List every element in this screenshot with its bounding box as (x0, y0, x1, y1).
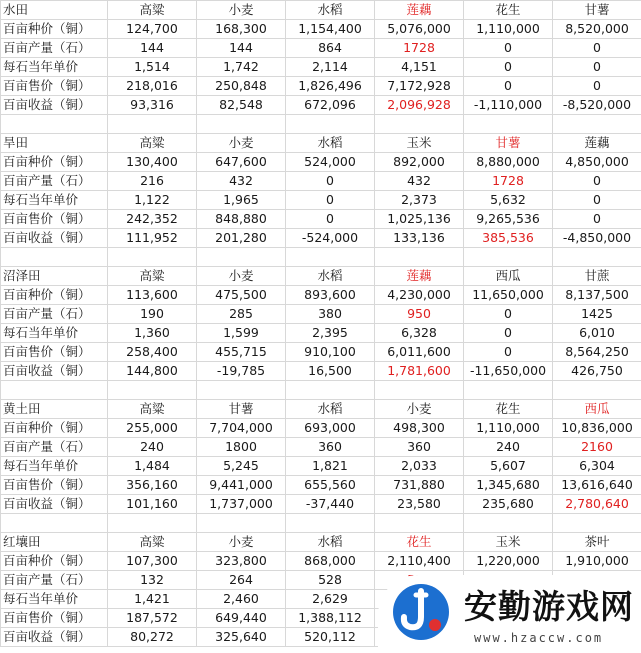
value-cell[interactable]: 255,000 (108, 419, 197, 438)
value-cell[interactable]: 6,010 (553, 324, 641, 343)
table-row (1, 419, 641, 438)
empty-cell[interactable] (464, 381, 553, 400)
value-cell[interactable]: 235,680 (464, 495, 553, 514)
value-cell[interactable]: 0 (286, 172, 375, 191)
row-label-cell[interactable]: 百亩种价（铜） (1, 153, 108, 172)
value-cell[interactable]: 1,360 (108, 324, 197, 343)
value-cell[interactable]: 216 (108, 172, 197, 191)
empty-cell[interactable] (286, 381, 375, 400)
field-name-cell[interactable]: 水田 (1, 1, 108, 20)
value-cell[interactable]: 2,114 (286, 58, 375, 77)
table-row (1, 343, 641, 362)
value-cell[interactable]: 6,304 (553, 457, 641, 476)
value-cell[interactable]: 10,836,000 (553, 419, 641, 438)
section-header-row (1, 400, 641, 419)
value-cell[interactable]: 5,076,000 (375, 20, 464, 39)
value-cell[interactable]: 1800 (197, 438, 286, 457)
empty-cell[interactable] (108, 381, 197, 400)
value-cell[interactable]: -1,110,000 (464, 96, 553, 115)
row-label-cell[interactable]: 百亩售价（铜） (1, 476, 108, 495)
value-cell[interactable]: 13,616,640 (553, 476, 641, 495)
field-name-cell[interactable]: 红壤田 (1, 533, 108, 552)
value-cell[interactable]: 1,122 (108, 191, 197, 210)
value-cell[interactable]: 360 (286, 438, 375, 457)
value-cell[interactable]: 2,110,400 (375, 552, 464, 571)
value-cell[interactable]: 848,880 (197, 210, 286, 229)
crop-header-cell[interactable]: 玉米 (464, 533, 553, 552)
empty-cell[interactable] (286, 514, 375, 533)
value-cell[interactable]: 111,952 (108, 229, 197, 248)
crop-header-cell[interactable]: 高粱 (108, 400, 197, 419)
crop-header-cell[interactable]: 甘薯 (553, 1, 641, 20)
crop-header-cell[interactable]: 水稻 (286, 134, 375, 153)
value-cell[interactable]: 528 (286, 571, 375, 590)
value-cell[interactable]: 1728 (464, 172, 553, 191)
value-cell[interactable]: 23,580 (375, 495, 464, 514)
empty-cell[interactable] (1, 248, 108, 267)
value-cell[interactable]: 325,640 (197, 628, 286, 647)
value-cell[interactable]: 0 (553, 172, 641, 191)
value-cell[interactable]: 0 (464, 39, 553, 58)
value-cell[interactable]: 11,650,000 (464, 286, 553, 305)
blank-row (1, 115, 641, 134)
value-cell[interactable]: 1,737,000 (197, 495, 286, 514)
empty-cell[interactable] (108, 115, 197, 134)
value-cell[interactable]: 9,265,536 (464, 210, 553, 229)
row-label-cell[interactable]: 每石当年单价 (1, 191, 108, 210)
value-cell[interactable]: 8,137,500 (553, 286, 641, 305)
value-cell[interactable]: 672,096 (286, 96, 375, 115)
value-cell[interactable]: 8,564,250 (553, 343, 641, 362)
value-cell[interactable]: 5,632 (464, 191, 553, 210)
value-cell[interactable]: 4,151 (375, 58, 464, 77)
row-label-cell[interactable]: 百亩收益（铜） (1, 229, 108, 248)
empty-cell[interactable] (108, 248, 197, 267)
table-row (1, 229, 641, 248)
value-cell[interactable]: 4,230,000 (375, 286, 464, 305)
empty-cell[interactable] (553, 248, 641, 267)
value-cell[interactable]: 0 (553, 77, 641, 96)
value-cell[interactable]: 144 (108, 39, 197, 58)
row-label-cell[interactable]: 百亩产量（石） (1, 39, 108, 58)
empty-cell[interactable] (197, 115, 286, 134)
watermark (378, 575, 641, 653)
value-cell[interactable]: 385,536 (464, 229, 553, 248)
crop-header-cell[interactable]: 甘薯 (464, 134, 553, 153)
value-cell[interactable]: 0 (553, 191, 641, 210)
table-row (1, 191, 641, 210)
value-cell[interactable]: 0 (553, 58, 641, 77)
row-label-cell[interactable]: 百亩种价（铜） (1, 20, 108, 39)
value-cell[interactable]: 0 (464, 324, 553, 343)
row-label-cell[interactable]: 百亩售价（铜） (1, 77, 108, 96)
value-cell[interactable]: 8,880,000 (464, 153, 553, 172)
value-cell[interactable]: 2,395 (286, 324, 375, 343)
crop-header-cell[interactable]: 甘薯 (197, 400, 286, 419)
row-label-cell[interactable]: 百亩产量（石） (1, 172, 108, 191)
row-label-cell[interactable]: 百亩产量（石） (1, 305, 108, 324)
value-cell[interactable]: 432 (197, 172, 286, 191)
value-cell[interactable]: 9,441,000 (197, 476, 286, 495)
value-cell[interactable]: 1,781,600 (375, 362, 464, 381)
row-label-cell[interactable]: 百亩种价（铜） (1, 552, 108, 571)
value-cell[interactable]: 258,400 (108, 343, 197, 362)
table-row (1, 286, 641, 305)
crop-header-cell[interactable]: 高粱 (108, 1, 197, 20)
value-cell[interactable]: 893,600 (286, 286, 375, 305)
crop-header-cell[interactable]: 高粱 (108, 134, 197, 153)
crop-header-cell[interactable]: 小麦 (197, 1, 286, 20)
value-cell[interactable]: 0 (553, 39, 641, 58)
crop-header-cell[interactable]: 水稻 (286, 267, 375, 286)
value-cell[interactable]: 0 (464, 343, 553, 362)
value-cell[interactable]: 218,016 (108, 77, 197, 96)
value-cell[interactable]: 649,440 (197, 609, 286, 628)
row-label-cell[interactable]: 百亩售价（铜） (1, 210, 108, 229)
value-cell[interactable]: 0 (464, 77, 553, 96)
value-cell[interactable]: 1,025,136 (375, 210, 464, 229)
value-cell[interactable]: 168,300 (197, 20, 286, 39)
value-cell[interactable]: 868,000 (286, 552, 375, 571)
table-row (1, 438, 641, 457)
value-cell[interactable]: -11,650,000 (464, 362, 553, 381)
empty-cell[interactable] (375, 514, 464, 533)
value-cell[interactable]: 6,328 (375, 324, 464, 343)
empty-cell[interactable] (553, 115, 641, 134)
empty-cell[interactable] (553, 381, 641, 400)
fishhook-logo-icon (390, 581, 452, 643)
value-cell[interactable]: 1,421 (108, 590, 197, 609)
value-cell[interactable]: 524,000 (286, 153, 375, 172)
watermark-title: 安勤游戏网 (464, 587, 634, 626)
table-row (1, 476, 641, 495)
value-cell[interactable]: 475,500 (197, 286, 286, 305)
value-cell[interactable]: 892,000 (375, 153, 464, 172)
empty-cell[interactable] (464, 514, 553, 533)
value-cell[interactable]: 2,373 (375, 191, 464, 210)
value-cell[interactable]: 1,154,400 (286, 20, 375, 39)
empty-cell[interactable] (286, 115, 375, 134)
value-cell[interactable]: 101,160 (108, 495, 197, 514)
table-row (1, 457, 641, 476)
empty-cell[interactable] (197, 248, 286, 267)
crop-header-cell[interactable]: 水稻 (286, 400, 375, 419)
table-row (1, 58, 641, 77)
value-cell[interactable]: 1728 (375, 39, 464, 58)
value-cell[interactable]: 0 (464, 58, 553, 77)
value-cell[interactable]: 360 (375, 438, 464, 457)
empty-cell[interactable] (553, 514, 641, 533)
crop-header-cell[interactable]: 花生 (464, 400, 553, 419)
value-cell[interactable]: 2,096,928 (375, 96, 464, 115)
value-cell[interactable]: 1,826,496 (286, 77, 375, 96)
value-cell[interactable]: 2,780,640 (553, 495, 641, 514)
row-label-cell[interactable]: 每石当年单价 (1, 590, 108, 609)
value-cell[interactable]: 1,910,000 (553, 552, 641, 571)
value-cell[interactable]: -524,000 (286, 229, 375, 248)
value-cell[interactable]: 647,600 (197, 153, 286, 172)
empty-cell[interactable] (1, 115, 108, 134)
value-cell[interactable]: 113,600 (108, 286, 197, 305)
empty-cell[interactable] (197, 514, 286, 533)
crop-header-cell[interactable]: 莲藕 (375, 267, 464, 286)
value-cell[interactable]: 285 (197, 305, 286, 324)
empty-cell[interactable] (464, 248, 553, 267)
value-cell[interactable]: 498,300 (375, 419, 464, 438)
crop-header-cell[interactable]: 莲藕 (375, 1, 464, 20)
value-cell[interactable]: 82,548 (197, 96, 286, 115)
crop-header-cell[interactable]: 水稻 (286, 1, 375, 20)
row-label-cell[interactable]: 百亩种价（铜） (1, 419, 108, 438)
value-cell[interactable]: 1,742 (197, 58, 286, 77)
value-cell[interactable]: 190 (108, 305, 197, 324)
watermark-url: www.hzaccw.com (474, 631, 604, 645)
value-cell[interactable]: 1,599 (197, 324, 286, 343)
crop-header-cell[interactable]: 水稻 (286, 533, 375, 552)
row-label-cell[interactable]: 百亩产量（石） (1, 571, 108, 590)
crop-header-cell[interactable]: 甘蔗 (553, 267, 641, 286)
value-cell[interactable]: 655,560 (286, 476, 375, 495)
section-header-row (1, 533, 641, 552)
value-cell[interactable]: 864 (286, 39, 375, 58)
crop-header-cell[interactable]: 茶叶 (553, 533, 641, 552)
value-cell[interactable]: 356,160 (108, 476, 197, 495)
value-cell[interactable]: 2,033 (375, 457, 464, 476)
value-cell[interactable]: 1,965 (197, 191, 286, 210)
value-cell[interactable]: 1,110,000 (464, 419, 553, 438)
row-label-cell[interactable]: 百亩收益（铜） (1, 628, 108, 647)
crop-header-cell[interactable]: 小麦 (197, 134, 286, 153)
blank-row (1, 381, 641, 400)
value-cell[interactable]: 0 (553, 210, 641, 229)
value-cell[interactable]: 1,110,000 (464, 20, 553, 39)
value-cell[interactable]: 240 (108, 438, 197, 457)
crop-header-cell[interactable]: 小麦 (197, 267, 286, 286)
value-cell[interactable]: 144,800 (108, 362, 197, 381)
table-row (1, 552, 641, 571)
value-cell[interactable]: 130,400 (108, 153, 197, 172)
value-cell[interactable]: 132 (108, 571, 197, 590)
row-label-cell[interactable]: 每石当年单价 (1, 457, 108, 476)
value-cell[interactable]: -4,850,000 (553, 229, 641, 248)
value-cell[interactable]: 1425 (553, 305, 641, 324)
field-name-cell[interactable]: 旱田 (1, 134, 108, 153)
empty-cell[interactable] (375, 381, 464, 400)
crop-header-cell[interactable]: 高粱 (108, 267, 197, 286)
value-cell[interactable]: 455,715 (197, 343, 286, 362)
empty-cell[interactable] (375, 115, 464, 134)
table-row (1, 96, 641, 115)
table-row (1, 324, 641, 343)
empty-cell[interactable] (108, 514, 197, 533)
value-cell[interactable]: 5,245 (197, 457, 286, 476)
value-cell[interactable]: 8,520,000 (553, 20, 641, 39)
value-cell[interactable]: 432 (375, 172, 464, 191)
value-cell[interactable]: -19,785 (197, 362, 286, 381)
value-cell[interactable]: 426,750 (553, 362, 641, 381)
value-cell[interactable]: 124,700 (108, 20, 197, 39)
value-cell[interactable]: 323,800 (197, 552, 286, 571)
value-cell[interactable]: 0 (464, 305, 553, 324)
blank-row (1, 248, 641, 267)
empty-cell[interactable] (1, 514, 108, 533)
crop-header-cell[interactable]: 小麦 (375, 400, 464, 419)
value-cell[interactable]: 133,136 (375, 229, 464, 248)
crop-header-cell[interactable]: 玉米 (375, 134, 464, 153)
row-label-cell[interactable]: 百亩产量（石） (1, 438, 108, 457)
value-cell[interactable]: 2,460 (197, 590, 286, 609)
value-cell[interactable]: 7,172,928 (375, 77, 464, 96)
section-header-row (1, 134, 641, 153)
value-cell[interactable]: 201,280 (197, 229, 286, 248)
value-cell[interactable]: 0 (286, 210, 375, 229)
table-row (1, 495, 641, 514)
table-row (1, 172, 641, 191)
table-row (1, 39, 641, 58)
row-label-cell[interactable]: 每石当年单价 (1, 58, 108, 77)
crop-header-cell[interactable]: 西瓜 (464, 267, 553, 286)
field-name-cell[interactable]: 沼泽田 (1, 267, 108, 286)
value-cell[interactable]: 2160 (553, 438, 641, 457)
row-label-cell[interactable]: 每石当年单价 (1, 324, 108, 343)
table-row (1, 362, 641, 381)
empty-cell[interactable] (197, 381, 286, 400)
value-cell[interactable]: 520,112 (286, 628, 375, 647)
crop-header-cell[interactable]: 西瓜 (553, 400, 641, 419)
row-label-cell[interactable]: 百亩收益（铜） (1, 495, 108, 514)
value-cell[interactable]: 107,300 (108, 552, 197, 571)
table-row (1, 20, 641, 39)
value-cell[interactable]: 0 (286, 191, 375, 210)
row-label-cell[interactable]: 百亩收益（铜） (1, 96, 108, 115)
value-cell[interactable]: 1,484 (108, 457, 197, 476)
crop-header-cell[interactable]: 花生 (375, 533, 464, 552)
value-cell[interactable]: 731,880 (375, 476, 464, 495)
value-cell[interactable]: 250,848 (197, 77, 286, 96)
empty-cell[interactable] (464, 115, 553, 134)
crop-header-cell[interactable]: 花生 (464, 1, 553, 20)
row-label-cell[interactable]: 百亩收益（铜） (1, 362, 108, 381)
value-cell[interactable]: 242,352 (108, 210, 197, 229)
row-label-cell[interactable]: 百亩售价（铜） (1, 343, 108, 362)
value-cell[interactable]: 910,100 (286, 343, 375, 362)
empty-cell[interactable] (375, 248, 464, 267)
value-cell[interactable]: 4,850,000 (553, 153, 641, 172)
value-cell[interactable]: 1,220,000 (464, 552, 553, 571)
value-cell[interactable]: 1,514 (108, 58, 197, 77)
value-cell[interactable]: 2,629 (286, 590, 375, 609)
value-cell[interactable]: -8,520,000 (553, 96, 641, 115)
table-row (1, 305, 641, 324)
value-cell[interactable]: 7,704,000 (197, 419, 286, 438)
value-cell[interactable]: 93,316 (108, 96, 197, 115)
value-cell[interactable]: 1,821 (286, 457, 375, 476)
empty-cell[interactable] (286, 248, 375, 267)
value-cell[interactable]: 380 (286, 305, 375, 324)
section-header-row (1, 1, 641, 20)
section-header-row (1, 267, 641, 286)
value-cell[interactable]: 187,572 (108, 609, 197, 628)
row-label-cell[interactable]: 百亩种价（铜） (1, 286, 108, 305)
value-cell[interactable]: 693,000 (286, 419, 375, 438)
value-cell[interactable]: 80,272 (108, 628, 197, 647)
value-cell[interactable]: 240 (464, 438, 553, 457)
table-row (1, 210, 641, 229)
value-cell[interactable]: 16,500 (286, 362, 375, 381)
crop-header-cell[interactable]: 高粱 (108, 533, 197, 552)
empty-cell[interactable] (1, 381, 108, 400)
blank-row (1, 514, 641, 533)
value-cell[interactable]: 144 (197, 39, 286, 58)
value-cell[interactable]: 6,011,600 (375, 343, 464, 362)
value-cell[interactable]: 1,388,112 (286, 609, 375, 628)
crop-header-cell[interactable]: 莲藕 (553, 134, 641, 153)
table-row (1, 153, 641, 172)
crop-header-cell[interactable]: 小麦 (197, 533, 286, 552)
row-label-cell[interactable]: 百亩售价（铜） (1, 609, 108, 628)
value-cell[interactable]: 264 (197, 571, 286, 590)
value-cell[interactable]: 950 (375, 305, 464, 324)
table-row (1, 77, 641, 96)
value-cell[interactable]: 5,607 (464, 457, 553, 476)
field-name-cell[interactable]: 黄土田 (1, 400, 108, 419)
value-cell[interactable]: -37,440 (286, 495, 375, 514)
value-cell[interactable]: 1,345,680 (464, 476, 553, 495)
